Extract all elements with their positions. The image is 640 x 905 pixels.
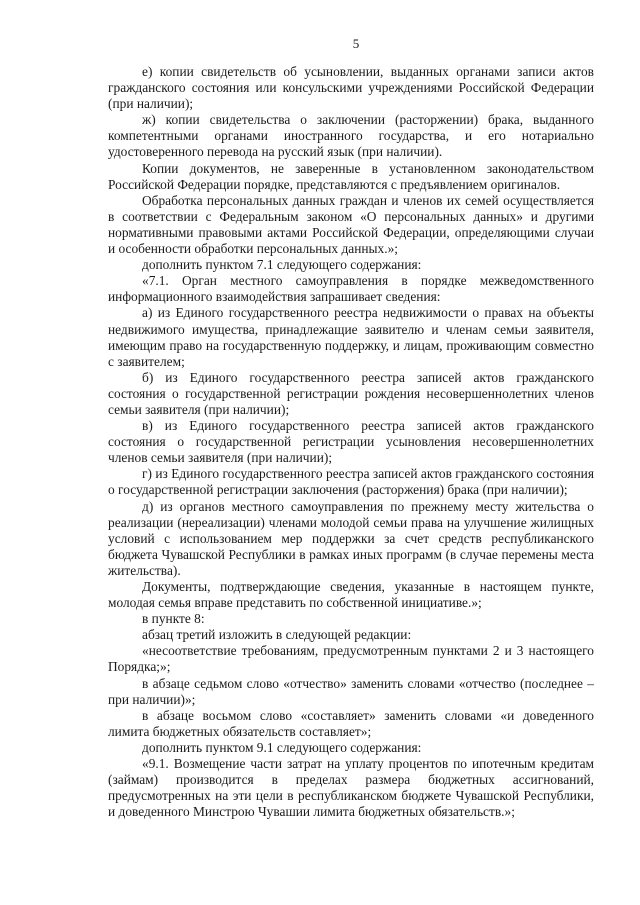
paragraph-personal-data: Обработка персональных данных граждан и членов их семей осуществляется в соответствии с Федеральным законом «О персональных данных» и другими нормативными правовыми актами Российской Федерации, определяющими случаи и особенности обработки персональных данных.»; — [108, 192, 594, 257]
paragraph-item-e: е) копии свидетельств об усыновлении, выданных органами записи актов гражданского состояния или консульскими учреждениями Российской Федерации (при наличии); — [108, 64, 594, 112]
paragraph-add-9-1: дополнить пунктом 9.1 следующего содержания: — [142, 739, 422, 755]
paragraph-point-8-abz-7: в абзаце седьмом слово «отчество» заменить словами «отчество (последнее – при наличии)»; — [108, 675, 594, 707]
paragraph-7-1-v: в) из Единого государственного реестра записей актов гражданского состояния о государственной регистрации усыновления несовершеннолетних членов семьи заявителя (при наличии); — [108, 418, 594, 466]
paragraph-point-8-abz-3-text: «несоответствие требованиям, предусмотренным пунктами 2 и 3 настоящего Порядка;»; — [108, 643, 594, 675]
paragraph-7-1: «7.1. Орган местного самоуправления в порядке межведомственного информационного взаимодействия запрашивает сведения: — [108, 273, 594, 305]
paragraph-7-1-d: д) из органов местного самоуправления по прежнему месту жительства о реализации (нереализации) членами молодой семьи права на улучшение жилищных условий с использованием мер поддержки за счет средств республиканского бюджета Чувашской Республики в рамках иных программ (в случае перемены места жительства). — [108, 498, 594, 578]
paragraph-7-1-g: г) из Единого государственного реестра записей актов гражданского состояния о государственной регистрации заключения (расторжения) брака (при наличии); — [108, 466, 594, 498]
paragraph-7-1-b: б) из Единого государственного реестра записей актов гражданского состояния о государственной регистрации рождения несовершеннолетних членов семьи заявителя (при наличии); — [108, 369, 594, 417]
paragraph-7-1-a: а) из Единого государственного реестра недвижимости о правах на объекты недвижимого имущества, принадлежащие заявителю и членам семьи заявителя, имеющим право на государственную поддержку, и лицам, проживающим совместно с заявителем; — [108, 305, 594, 369]
paragraph-add-7-1: дополнить пунктом 7.1 следующего содержания: — [142, 257, 422, 273]
paragraph-item-zh: ж) копии свидетельства о заключении (расторжении) брака, выданного компетентными органами иностранного государства, и его нотариально удостоверенного перевода на русский язык (при наличии). — [108, 112, 594, 160]
paragraph-point-8: в пункте 8: — [142, 611, 205, 627]
paragraph-point-8-abz-8: в абзаце восьмом слово «составляет» заменить словами «и доведенного лимита бюджетных обязательств составляет»; — [108, 707, 594, 739]
paragraph-7-1-documents: Документы, подтверждающие сведения, указанные в настоящем пункте, молодая семья вправе представить по собственной инициативе.»; — [108, 579, 594, 611]
paragraph-copies-note: Копии документов, не заверенные в установленном законодательством Российской Федерации порядке, представляются с предъявлением оригиналов. — [108, 160, 594, 192]
page-number: 5 — [352, 36, 360, 51]
paragraph-9-1: «9.1. Возмещение части затрат на уплату процентов по ипотечным кредитам (займам) производится в пределах размера бюджетных ассигнований, предусмотренных на эти цели в республиканском бюджете Чувашской Республики, и доведенного Минстрою Чувашии лимита бюджетных обязательств.»; — [108, 756, 594, 820]
paragraph-point-8-abz-3: абзац третий изложить в следующей редакции: — [142, 627, 412, 643]
